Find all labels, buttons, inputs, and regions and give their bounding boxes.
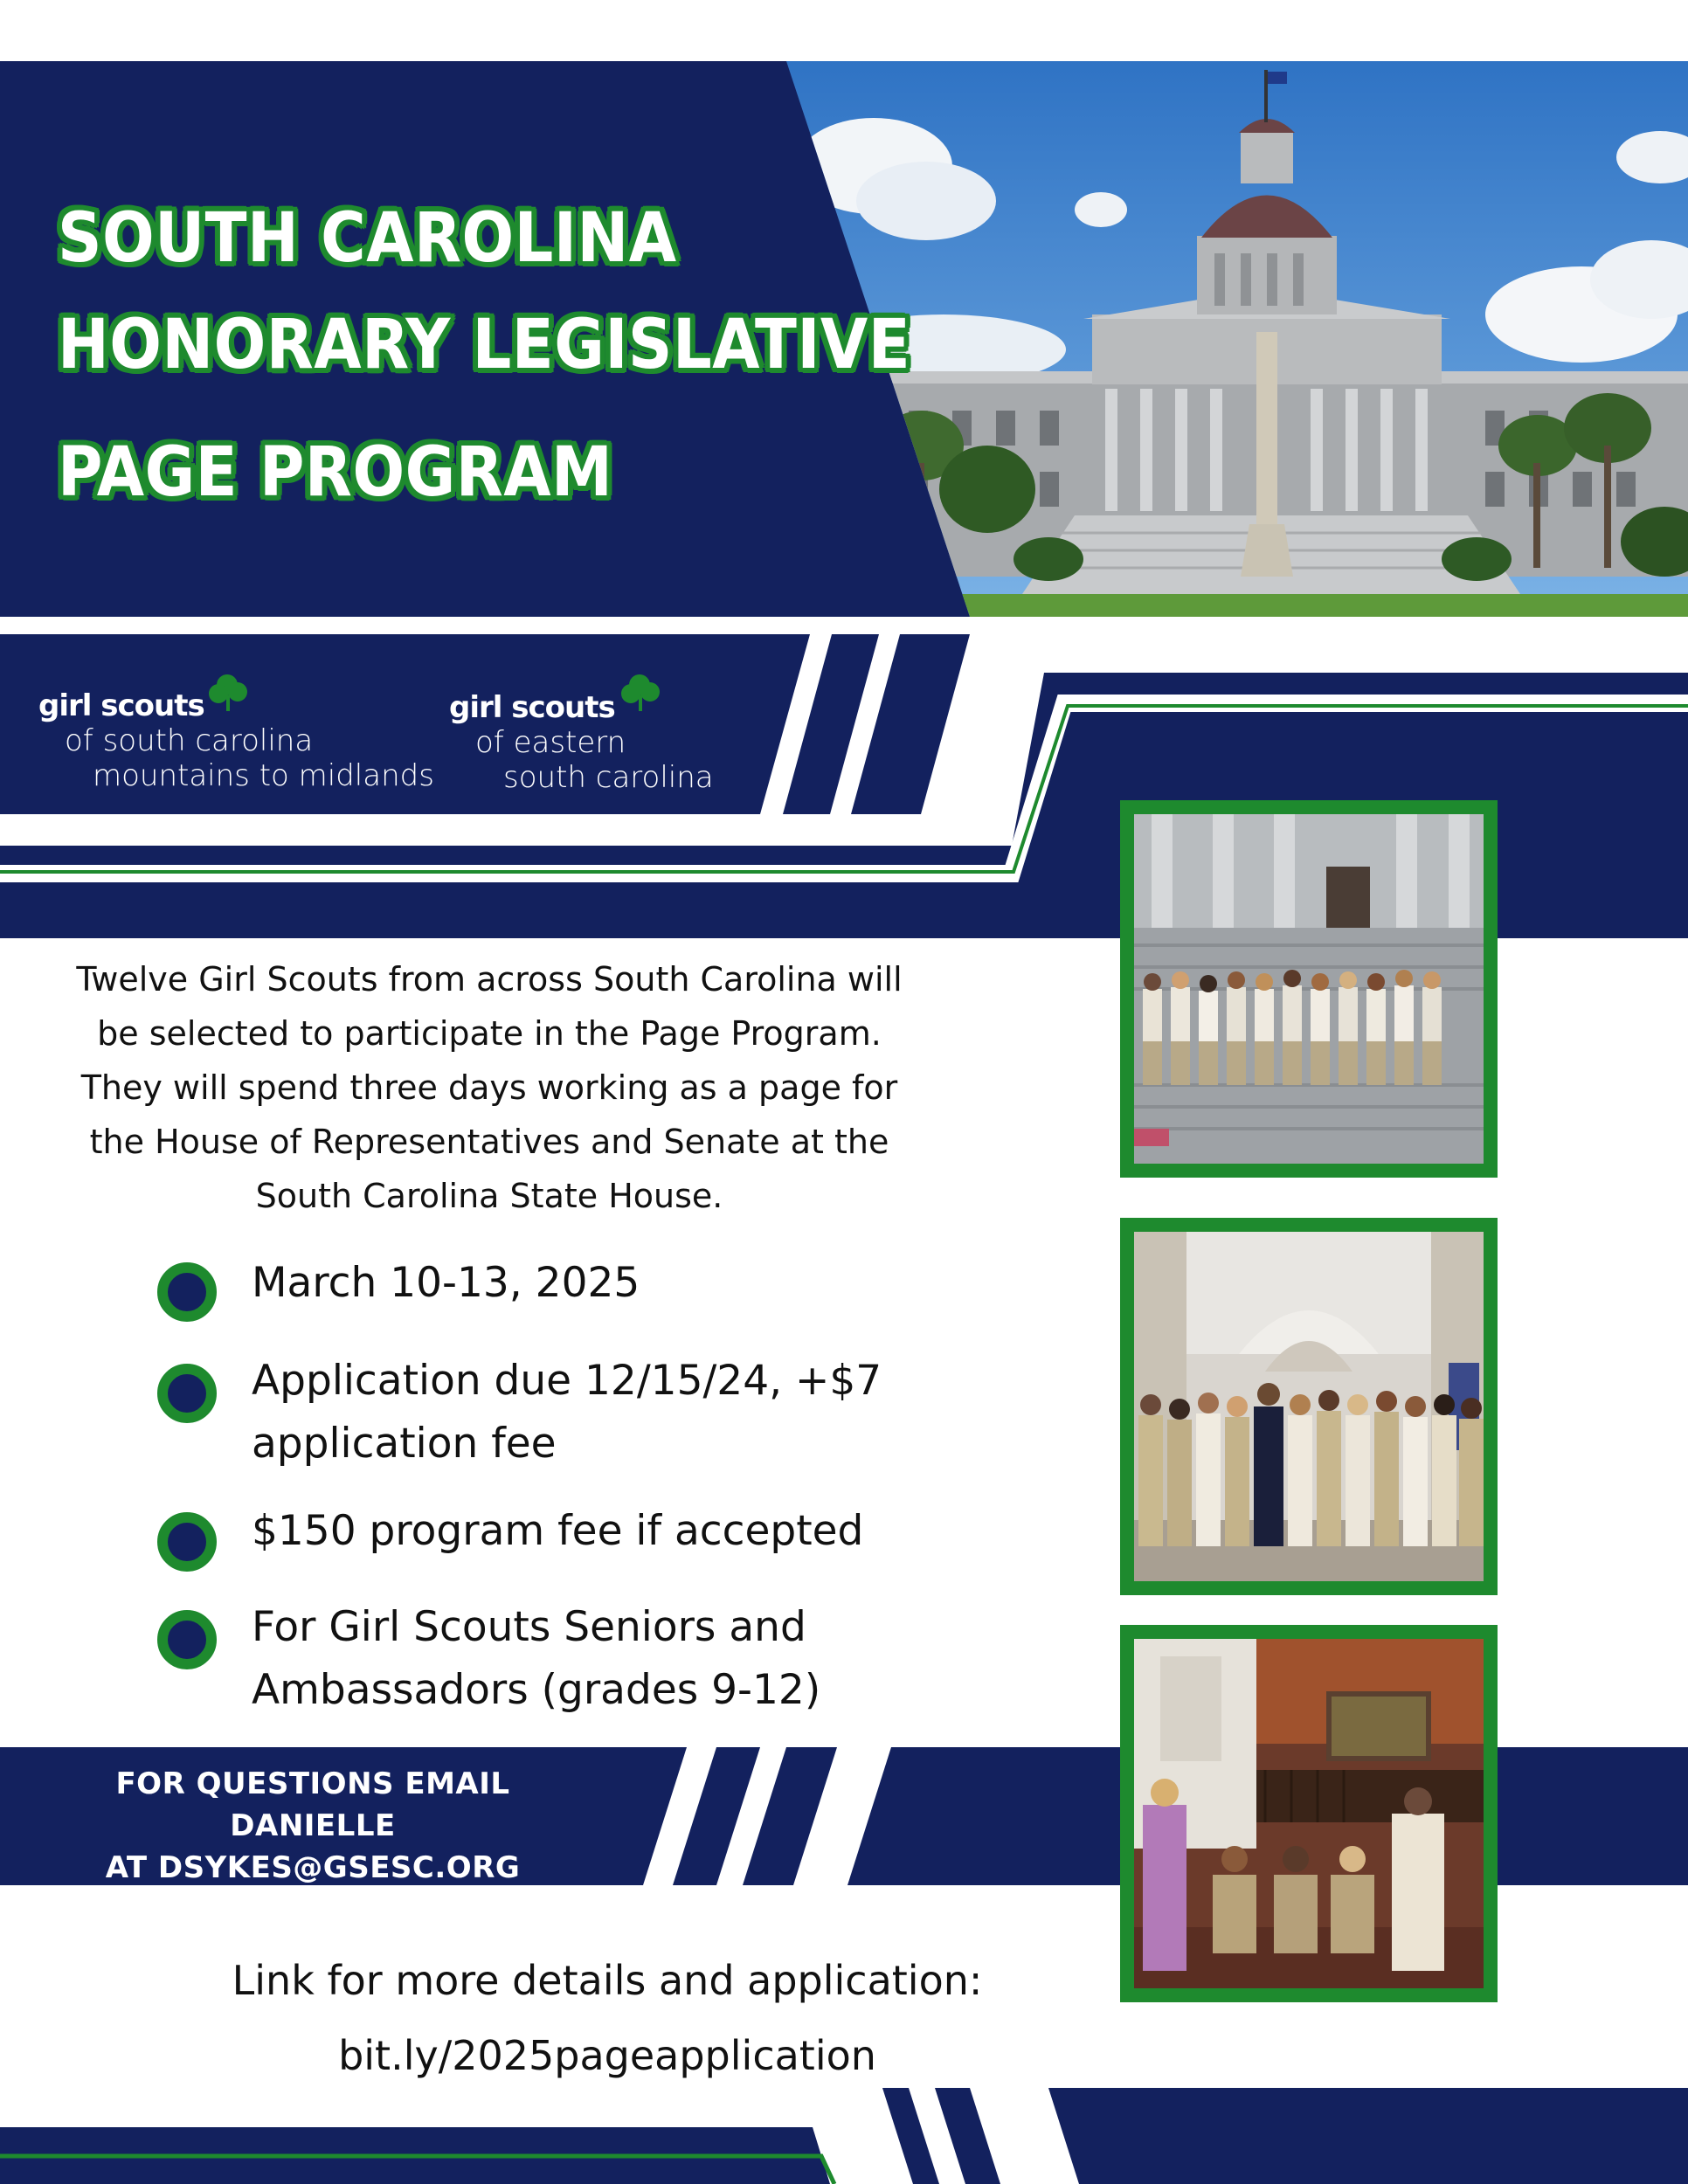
contact-text (42, 1763, 584, 1889)
photo-rotunda (1120, 1218, 1498, 1595)
photo-chamber (1120, 1625, 1498, 2002)
photo-steps (1120, 800, 1498, 1178)
bullet-item-eligibility (157, 1603, 944, 1737)
stripe (743, 1747, 837, 1885)
bullet-dot-icon (157, 1610, 217, 1669)
stripe (882, 2088, 939, 2184)
link-label: Link for more details and application: (232, 1957, 983, 2004)
logo-line-1: of eastern (475, 725, 626, 760)
bullet-text: $150 program fee if accepted (252, 1507, 864, 1555)
bullet-text: For Girl Scouts Seniors and (252, 1603, 806, 1651)
contact-line-1: FOR QUESTIONS EMAIL DANIELLE (115, 1766, 510, 1843)
bottom-band-right (1048, 2088, 1688, 2184)
logo-line-1: of south carolina (65, 723, 314, 758)
group-photo-chamber (1134, 1639, 1484, 1988)
group-photo-steps (1134, 814, 1484, 1164)
bullet-dot-icon (157, 1512, 217, 1572)
contact-line-2[interactable]: AT DSYKES@GSESC.ORG (105, 1850, 521, 1885)
bullet-text: application fee (252, 1420, 557, 1468)
logo-line-2: south carolina (503, 760, 714, 795)
logo-brand: girl scouts (38, 688, 204, 723)
bullet-text: Application due 12/15/24, +$7 (252, 1357, 882, 1405)
gssc-m2m-logo[interactable] (38, 673, 434, 804)
title-line-2: HONORARY LEGISLATIVE (58, 306, 911, 384)
bullet-item-application (157, 1359, 944, 1490)
stripe (935, 2088, 1000, 2184)
bullet-text: Ambassadors (grades 9-12) (252, 1666, 821, 1714)
gsesc-logo[interactable] (449, 673, 729, 804)
group-photo-rotunda (1134, 1232, 1484, 1581)
bullet-item-dates (157, 1258, 944, 1328)
bullet-item-fee (157, 1508, 944, 1578)
bullet-dot-icon (157, 1364, 217, 1423)
link-url[interactable]: bit.ly/2025pageapplication (338, 2032, 876, 2079)
logo-brand: girl scouts (449, 690, 615, 725)
title-line-1: SOUTH CAROLINA (58, 199, 677, 278)
title-line-3: PAGE PROGRAM (58, 433, 613, 512)
logo-line-2: mountains to midlands (93, 758, 434, 793)
bullet-dot-icon (157, 1262, 217, 1322)
stripe (673, 1747, 760, 1885)
bullet-text: March 10-13, 2025 (252, 1259, 640, 1307)
intro-paragraph: Twelve Girl Scouts from across South Carolina will be selected to participate in the Page Program. They will spend three days working as a page for the House of Representatives and Senate at the South Carolina State House. (76, 960, 903, 1215)
